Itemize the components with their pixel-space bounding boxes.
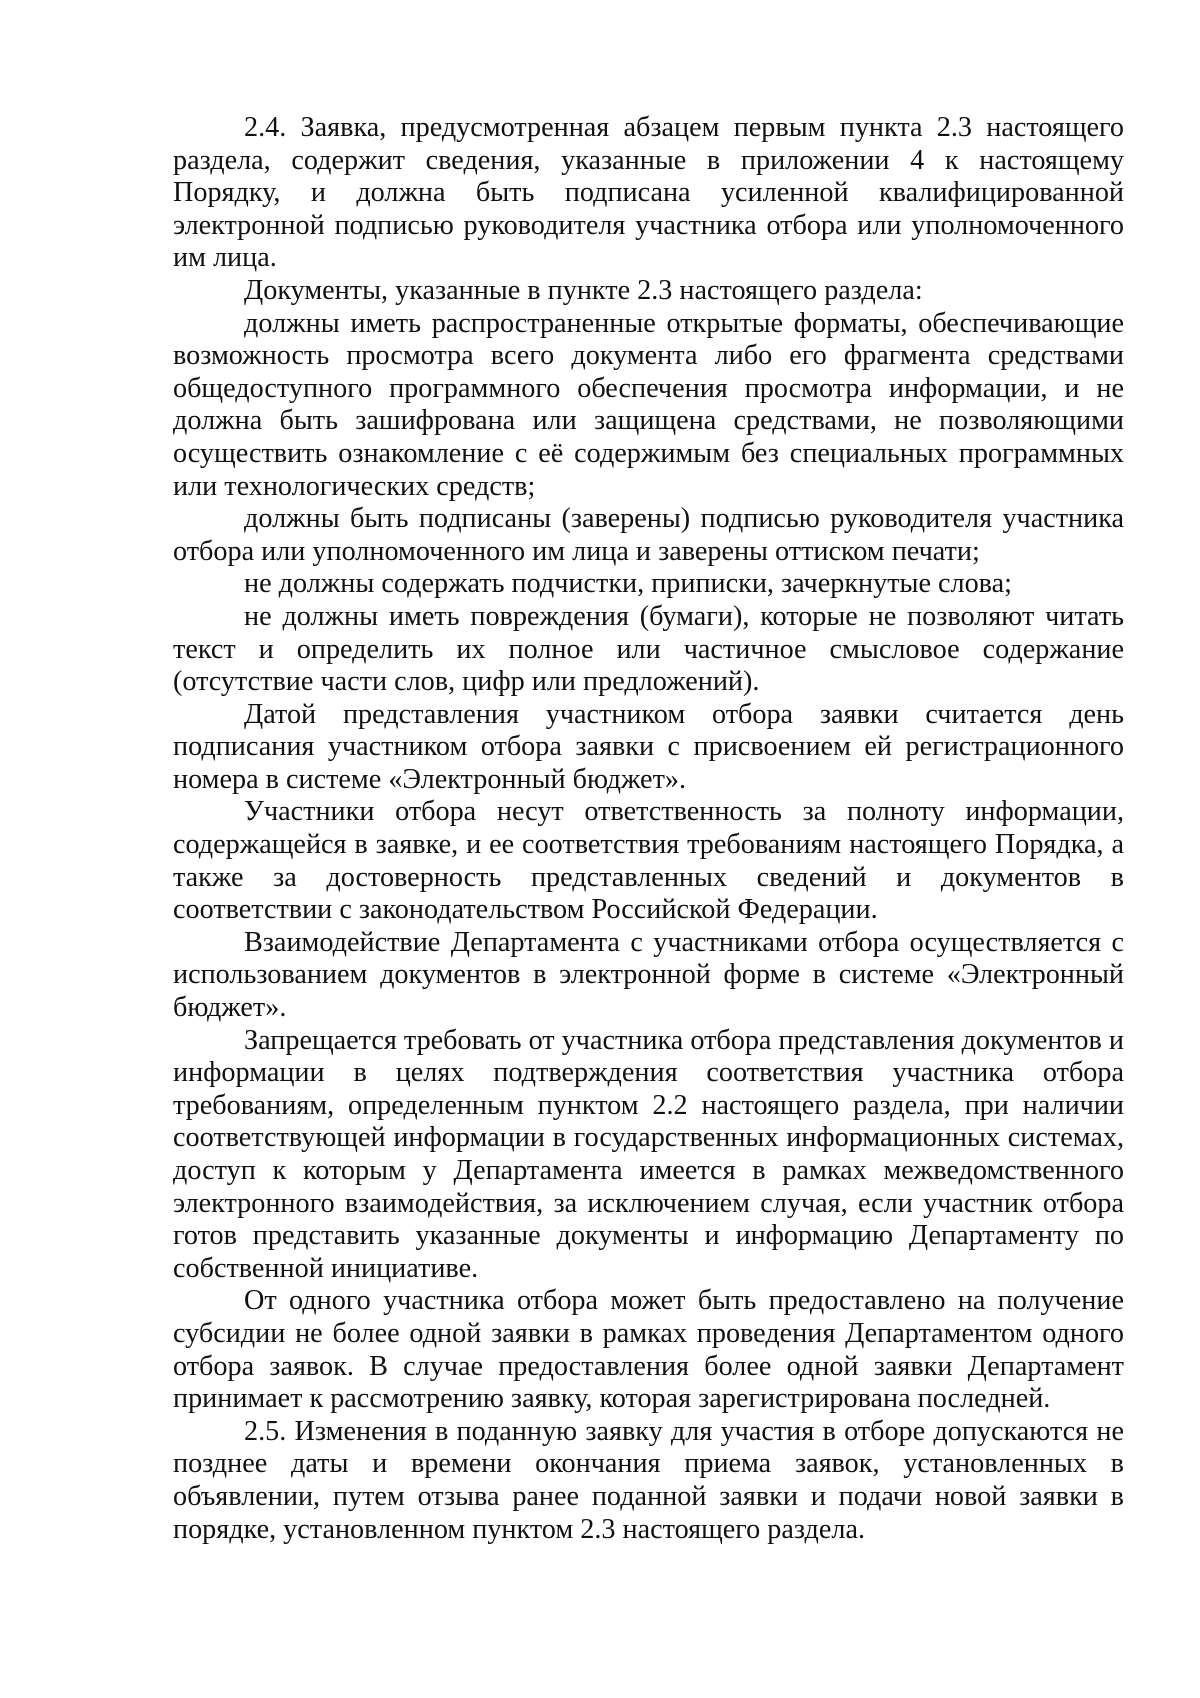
paragraph-responsibility: Участники отбора несут ответственность за полноту информации, содержащейся в заявке, и ее соответствия требованиям настоящего Порядка, а также за достоверность представленных сведений и документов в соответствии с законодательством Российской Федерации.	[173, 796, 1124, 926]
paragraph-formats: должны иметь распространенные открытые форматы, обеспечивающие возможность просмотра всего документа либо его фрагмента средствами общедоступного программного обеспечения просмотра информации, и не должна быть зашифрована или защищена средствами, не позволяющими осуществить ознакомление с её содержимым без специальных программных или технологических средств;	[173, 307, 1124, 502]
paragraph-no-damage: не должны иметь повреждения (бумаги), которые не позволяют читать текст и определить их полное или частичное смысловое содержание (отсутствие части слов, цифр или предложений).	[173, 600, 1124, 698]
paragraph-no-corrections: не должны содержать подчистки, приписки, зачеркнутые слова;	[244, 568, 1012, 600]
paragraph-interaction: Взаимодействие Департамента с участниками отбора осуществляется с использованием документов в электронной форме в системе «Электронный бюджет».	[173, 926, 1124, 1024]
paragraph-submission-date: Датой представления участником отбора заявки считается день подписания участником отбора заявки с присвоением ей регистрационного номера в системе «Электронный бюджет».	[173, 698, 1124, 795]
document-body	[173, 112, 1124, 1546]
paragraph-single-application: От одного участника отбора может быть предоставлено на получение субсидии не более одной заявки в рамках проведения Департаментом одного отбора заявок. В случае предоставления более одной заявки Департамент принимает к рассмотрению заявку, которая зарегистрирована последней.	[173, 1285, 1124, 1415]
paragraph-signature: должны быть подписаны (заверены) подписью руководителя участника отбора или уполномоченного им лица и заверены оттиском печати;	[173, 503, 1124, 567]
paragraph-prohibition: Запрещается требовать от участника отбора представления документов и информации в целях подтверждения соответствия участника отбора требованиям, определенным пунктом 2.2 настоящего раздела, при наличии соответствующей информации в государственных информационных системах, доступ к которым у Департамента имеется в рамках межведомственного электронного взаимодействия, за исключением случая, если участник отбора готов представить указанные документы и информацию Департаменту по собственной инициативе.	[173, 1024, 1124, 1284]
paragraph-documents-intro: Документы, указанные в пункте 2.3 настоящего раздела:	[244, 274, 923, 306]
paragraph-2-4: 2.4. Заявка, предусмотренная абзацем первым пункта 2.3 настоящего раздела, содержит сведения, указанные в приложении 4 к настоящему Порядку, и должна быть подписана усиленной квалифицированной электронной подписью руководителя участника отбора или уполномоченного им лица.	[173, 112, 1124, 274]
paragraph-2-5: 2.5. Изменения в поданную заявку для участия в отборе допускаются не позднее даты и времени окончания приема заявок, установленных в объявлении, путем отзыва ранее поданной заявки и подачи новой заявки в порядке, установленном пунктом 2.3 настоящего раздела.	[173, 1415, 1124, 1545]
